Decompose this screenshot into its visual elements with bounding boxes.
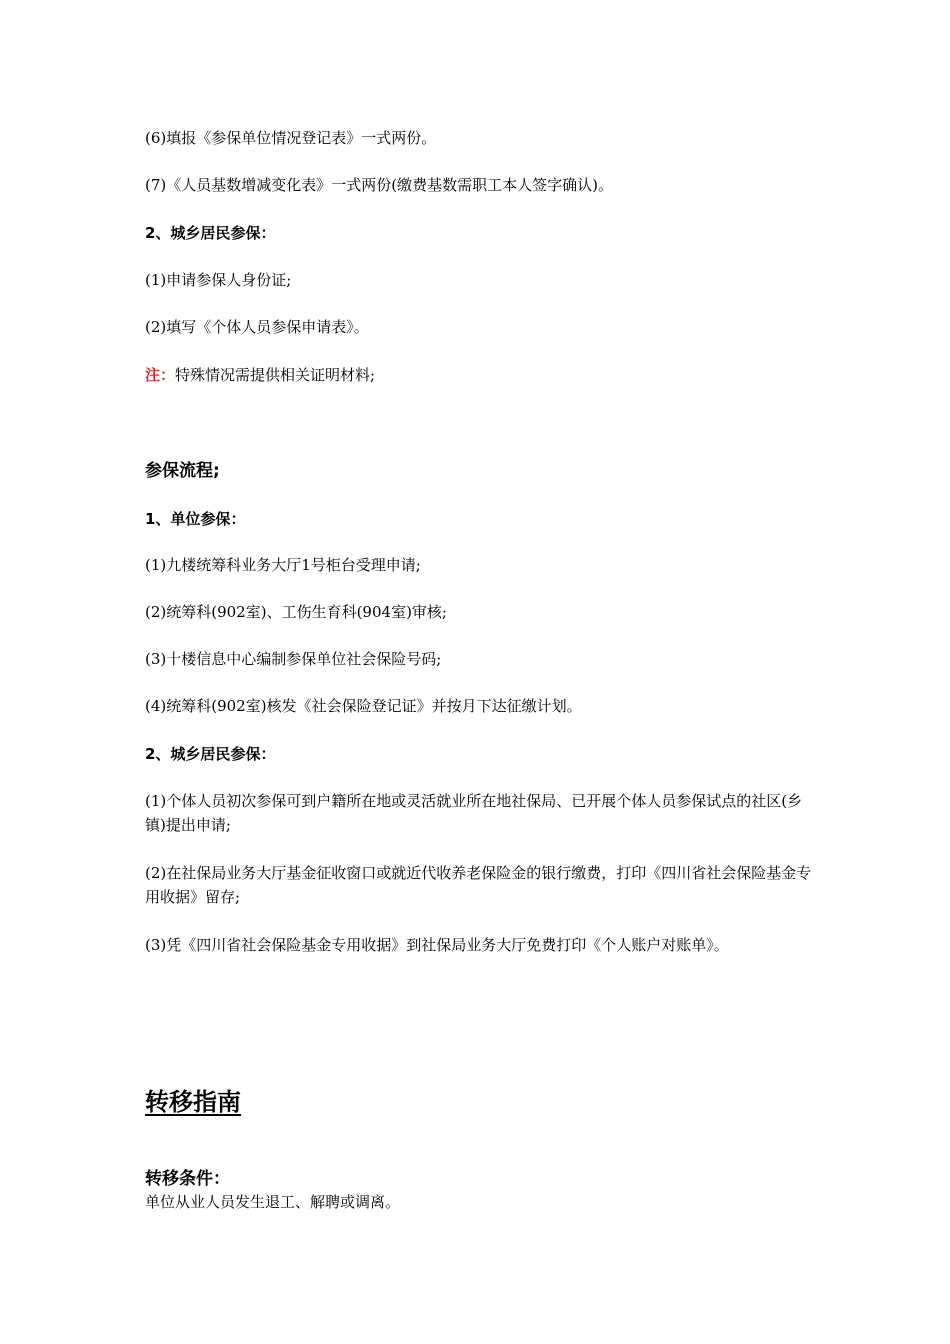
urban-rural-materials-heading: 2、城乡居民参保：: [145, 224, 276, 242]
unit-process-heading: 1、单位参保：: [145, 510, 246, 528]
unit-process-item-1: (1)九楼统筹科业务大厅1号柜台受理申请;: [145, 556, 421, 574]
urban-rural-process-item-3: (3)凭《四川省社会保险基金专用收据》到社保局业务大厅免费打印《个人账户对账单》。: [145, 936, 729, 954]
note-text: 特殊情况需提供相关证明材料;: [175, 366, 376, 384]
transfer-condition-heading: 转移条件：: [145, 1169, 230, 1189]
process-heading: 参保流程;: [145, 461, 220, 481]
transfer-condition-text: 单位从业人员发生退工、解聘或调离。: [145, 1193, 401, 1211]
material-item-7: (7)《人员基数增减变化表》一式两份(缴费基数需职工本人签字确认)。: [145, 176, 613, 194]
unit-process-item-2: (2)统筹科(902室)、工伤生育科(904室)审核;: [145, 603, 447, 621]
unit-process-item-3: (3)十楼信息中心编制参保单位社会保险号码;: [145, 650, 442, 668]
transfer-guide-title: 转移指南: [145, 1088, 241, 1116]
unit-process-item-4: (4)统筹科(902室)核发《社会保险登记证》并按月下达征缴计划。: [145, 697, 582, 715]
material-item-6: (6)填报《参保单位情况登记表》一式两份。: [145, 129, 437, 147]
note-paragraph: [145, 363, 815, 387]
urban-rural-process-heading: 2、城乡居民参保：: [145, 745, 276, 763]
urban-rural-material-item-1: (1)申请参保人身份证;: [145, 271, 292, 289]
urban-rural-process-item-1: (1)个体人员初次参保可到户籍所在地或灵活就业所在地社保局、已开展个体人员参保试点的社区(乡镇)提出申请;: [145, 792, 803, 834]
urban-rural-material-item-2: (2)填写《个体人员参保申请表》。: [145, 318, 369, 336]
note-label: 注：: [145, 366, 176, 384]
urban-rural-process-item-2: (2)在社保局业务大厅基金征收窗口或就近代收养老保险金的银行缴费，打印《四川省社会保险基金专用收据》留存;: [145, 864, 812, 906]
